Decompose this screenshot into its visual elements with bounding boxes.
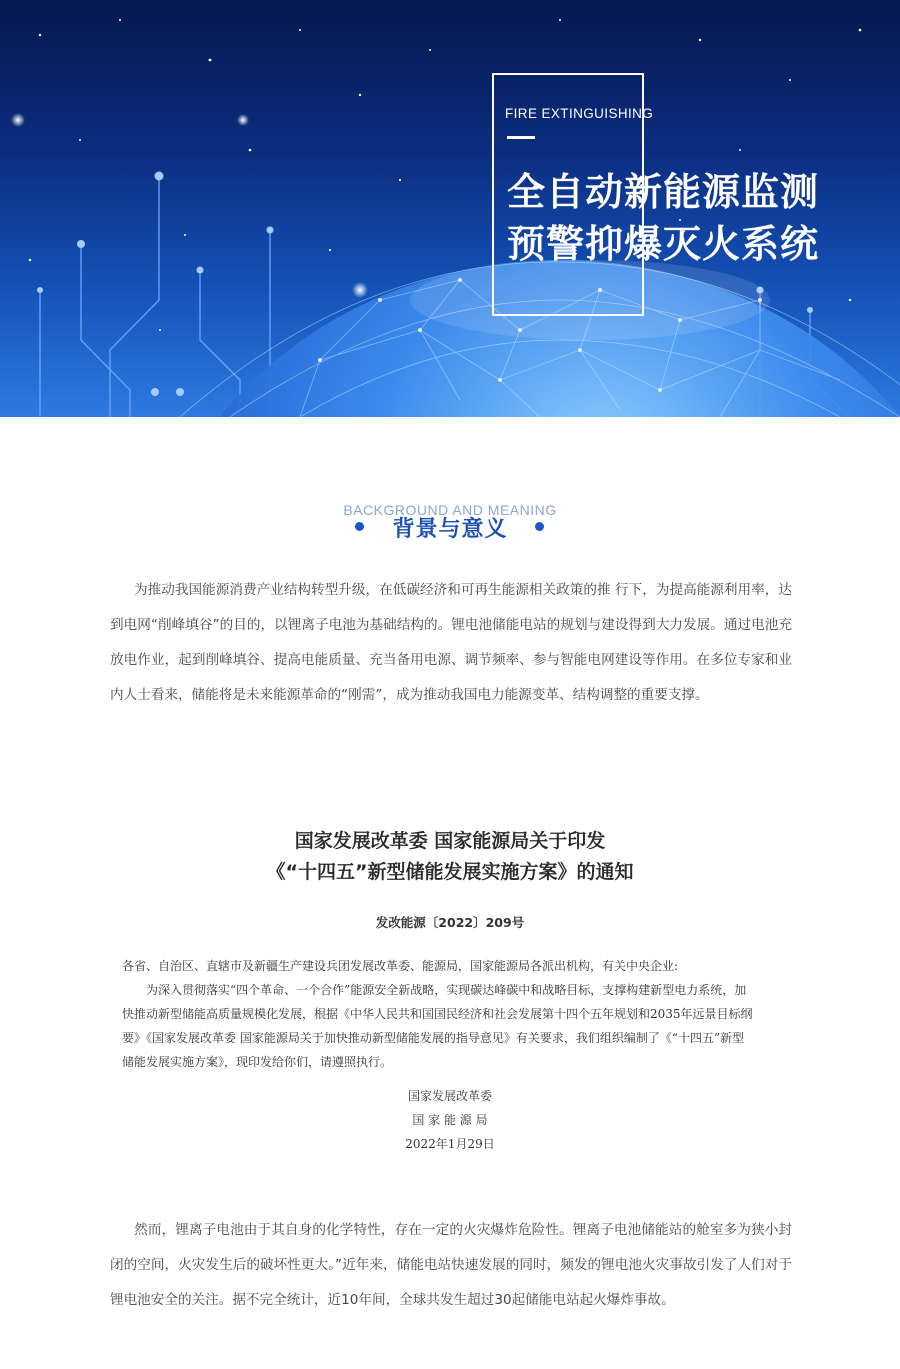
notice-title-line-1: 国家发展改革委 国家能源局关于印发 (294, 830, 606, 852)
notice-signatory-2: 国 家 能 源 局 (412, 1113, 488, 1127)
closing-paragraph-text: 然而，锂离子电池由于其自身的化学特性，存在一定的火灾爆炸危险性。锂离子电池储能站的舱室多为狭小封闭的空间，火灾发生后的破坏性更大。”近年来，储能电站快速发展的同时，频发的锂电池火灾事故引发了人们对于锂电池安全的关注。据不完全统计，近10年间，全球共发生超过30起储能电站起火爆炸事故。 (110, 1222, 792, 1308)
notice-document-number: 发改能源〔2022〕209号 (375, 915, 525, 930)
intro-paragraph-text: 为推动我国能源消费产业结构转型升级，在低碳经济和可再生能源相关政策的推 行下，为提高能源利用率，达到电网“削峰填谷”的目的，以锂离子电池为基础结构的。锂电池储能电站的规划与建设得到大力发展。通过电池充放电作业，起到削峰填谷、提高电能质量、充当备用电源、调节频率、参与智能电网建设等作用。在多位专家和业内人士看来，储能将是未来能源革命的“刚需”，成为推动我国电力能源变革、结构调整的重要支撑。 (110, 582, 792, 703)
hero-english-label: FIRE EXTINGUISHING (505, 106, 654, 121)
notice-title (0, 826, 900, 888)
notice-signature (0, 1084, 900, 1156)
notice-body-line: 各省、自治区、直辖市及新疆生产建设兵团发展改革委、能源局，国家能源局各派出机构，有关中央企业: (122, 959, 679, 973)
hero-title-line-1: 全自动新能源监测 (507, 170, 820, 214)
hero-title-line-2: 预警抑爆灭火系统 (507, 222, 820, 266)
notice-body-line: 快推动新型储能高质量规模化发展，根据《中华人民共和国国民经济和社会发展第十四个五年规划和2035年远景目标纲 (122, 1007, 753, 1021)
hero-divider (507, 136, 535, 139)
notice-title-line-2: 《“十四五”新型储能发展实施方案》的通知 (266, 861, 634, 883)
notice-body-line: 储能发展实施方案》，现印发给你们，请遵照执行。 (122, 1055, 393, 1069)
section-dot-right-icon (535, 522, 544, 531)
intro-paragraph (110, 573, 792, 713)
closing-paragraph (110, 1213, 792, 1318)
section-title: 背景与意义 (392, 517, 508, 542)
notice-date: 2022年1月29日 (405, 1137, 495, 1151)
section-english-label: BACKGROUND AND MEANING (343, 502, 557, 518)
notice-signatory-1: 国家发展改革委 (407, 1089, 492, 1103)
hero-banner (0, 0, 900, 417)
notice-body (122, 954, 782, 1074)
notice-body-line: 为深入贯彻落实“四个革命、一个合作”能源安全新战略，实现碳达峰碳中和战略目标，支撑构建新型电力系统，加 (146, 983, 747, 997)
hero-title (507, 166, 819, 270)
notice-body-line: 要》《国家发展改革委 国家能源局关于加快推动新型储能发展的指导意见》有关要求，我们组织编制了《“十四五”新型 (122, 1031, 745, 1045)
